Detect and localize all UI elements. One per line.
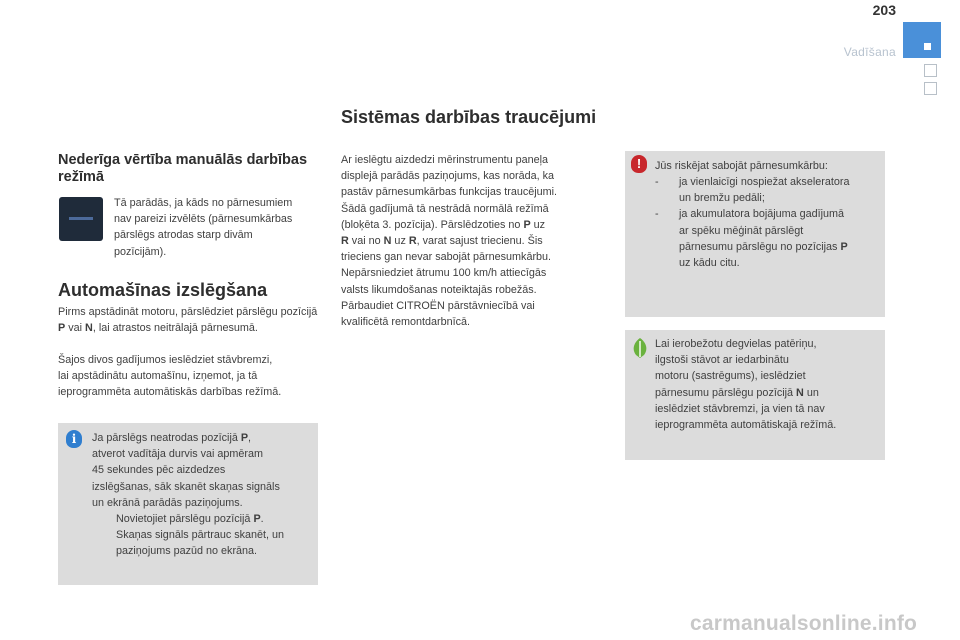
list-item: - ja vienlaicīgi nospiežat akseleratora un bremžu pedāli; xyxy=(655,176,850,205)
subheading-invalid-value: Nederīga vērtība manuālās darbības režīmā xyxy=(58,152,308,185)
switch-off-paragraph-2: Šajos divos gadījumos ieslēdziet stāvbremzi, lai apstādinātu automašīnu, izņemot, ja tā ieprogrammēta automātiskās darbības režīmā. xyxy=(58,354,282,399)
section-marker-empty xyxy=(924,64,937,77)
info-bullet xyxy=(92,511,316,560)
gear-display-icon xyxy=(59,197,103,241)
malfunction-text: Ar ieslēgtu aizdedzi mērinstrumentu paneļa displejā parādās paziņojums, kas norāda, ka pastāv pārnesumkārbas funkcijas traucējumi. Šādā gadījumā tā nestrādā normālā režīmā (bloķēta 3. pozīcija). Pārslēdzoties no P uz R vai no N uz R, varat sajust triecienu. Šis trieciens gan nevar sabojāt pārnesumkārbu. Nepārsniedziet ātrumu 100 km/h attiecīgās valsts likumdošanas noteiktajās robežās. Pārbaudiet CITROËN pārstāvniecībā vai kvalificētā remontdarbnīcā. xyxy=(341,154,558,329)
eco-tip-text: Lai ierobežotu degvielas patēriņu, ilgstoši stāvot ar iedarbinātu motoru (sastrēgums), ieslēdziet pārnesumu pārslēgu pozīcijā N un ieslēdziet stāvbremzi, ja vien tā nav ieprogrammēta automātiskajā režīmā. xyxy=(655,338,837,432)
page-number: 203 xyxy=(872,2,896,18)
leaf-icon xyxy=(630,337,650,359)
switch-off-paragraph-1: Pirms apstādināt motoru, pārslēdziet pārslēgu pozīcijā P vai N, lai atrastos neitrālajā pārnesumā. xyxy=(58,306,318,335)
section-marker-empty xyxy=(924,82,937,95)
warning-intro: Jūs riskējat sabojāt pārnesumkārbu: xyxy=(655,160,828,172)
tab-marker xyxy=(924,43,931,50)
display-indicator xyxy=(69,217,93,220)
watermark: carmanualsonline.info xyxy=(690,612,918,635)
heading-switch-off: Automašīnas izslēgšana xyxy=(58,280,268,300)
warning-list xyxy=(655,174,881,271)
section-title: Vadīšana xyxy=(843,45,896,59)
info-bullet-text: Novietojiet pārslēgu pozīcijā P. Skaņas signāls pārtrauc skanēt, un paziņojums pazūd no ekrāna. xyxy=(116,513,285,558)
warning-icon: ! xyxy=(631,155,647,173)
info-text: Ja pārslēgs neatrodas pozīcijā P, atverot vadītāja durvis vai apmēram 45 sekundes pēc aizdedzes izslēgšanas, sāk skanēt skaņas signāls un ekrānā parādās paziņojums. xyxy=(92,432,280,509)
section-tab xyxy=(903,22,941,58)
list-item: - ja akumulatora bojājuma gadījumā ar spēku mēģināt pārslēgt pārnesumu pārslēgu no pozīcijas P uz kādu citu. xyxy=(655,208,848,270)
heading-malfunction: Sistēmas darbības traucējumi xyxy=(341,107,597,127)
info-icon: i xyxy=(66,430,82,448)
display-explanation: Tā parādās, ja kāds no pārnesumiem nav pareizi izvēlēts (pārnesumkārbas pārslēgs atrodas starp divām pozīcijām). xyxy=(114,197,293,258)
